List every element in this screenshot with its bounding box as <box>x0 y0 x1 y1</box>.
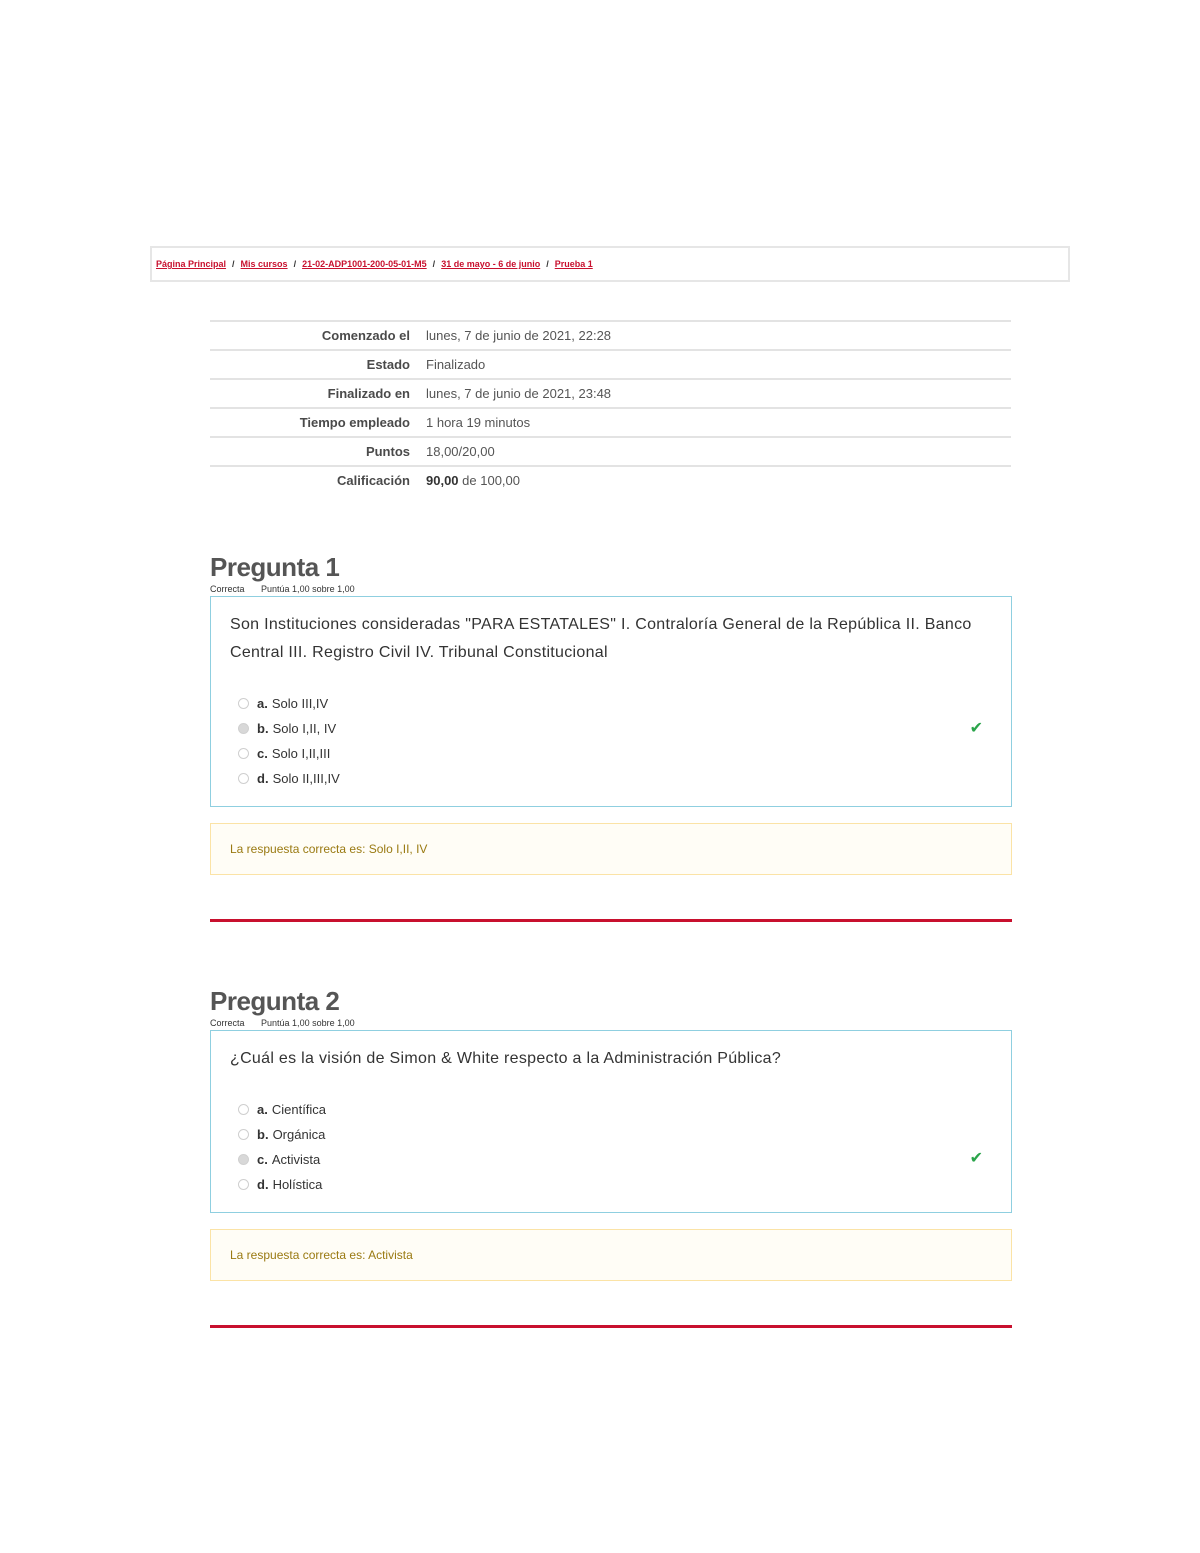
answer-letter: b. <box>257 1127 269 1142</box>
breadcrumb-my-courses[interactable]: Mis cursos <box>240 259 288 269</box>
attempt-summary-table <box>210 320 1011 494</box>
answer-letter: b. <box>257 721 269 736</box>
summary-value <box>424 466 1011 494</box>
breadcrumb-separator: / <box>432 259 436 269</box>
answer-text: Solo I,II, IV <box>272 721 337 736</box>
summary-row-finished <box>210 379 1011 408</box>
breadcrumb-separator: / <box>293 259 297 269</box>
summary-label: Estado <box>366 357 410 372</box>
summary-value: 18,00/20,00 <box>426 444 495 459</box>
answer-option-d[interactable] <box>238 766 992 791</box>
answer-letter: c. <box>257 746 268 761</box>
summary-label: Puntos <box>365 444 410 459</box>
radio-button[interactable] <box>238 1104 249 1115</box>
answer-text: Solo I,II,III <box>271 746 331 761</box>
question-status: Correcta <box>210 1018 245 1028</box>
question-content-box <box>210 1030 1012 1213</box>
radio-button-selected[interactable] <box>238 1154 249 1165</box>
breadcrumb-home[interactable]: Página Principal <box>156 259 227 269</box>
answer-text: Científica <box>271 1102 327 1117</box>
summary-value: lunes, 7 de junio de 2021, 23:48 <box>426 386 612 401</box>
answer-letter: d. <box>257 771 269 786</box>
check-icon: ✔ <box>969 1150 983 1167</box>
answer-list <box>238 691 992 791</box>
answer-text: Solo II,III,IV <box>272 771 340 786</box>
grade-max: de 100,00 <box>462 473 521 488</box>
question-status: Correcta <box>210 584 245 594</box>
summary-value: 1 hora 19 minutos <box>426 415 531 430</box>
answer-text: Activista <box>271 1152 321 1167</box>
question-divider <box>210 1325 1012 1328</box>
answer-letter: a. <box>257 1102 268 1117</box>
breadcrumb <box>150 246 1070 282</box>
answer-option-a[interactable] <box>238 691 992 716</box>
correct-answer-feedback: La respuesta correcta es: Activista <box>210 1229 1012 1281</box>
question-title: Pregunta 2 <box>210 986 340 1016</box>
summary-row-time-taken <box>210 408 1011 437</box>
breadcrumb-quiz[interactable]: Prueba 1 <box>554 259 593 269</box>
breadcrumb-separator: / <box>546 259 549 269</box>
summary-row-marks <box>210 437 1011 466</box>
question-meta <box>210 1018 1012 1030</box>
answer-text: Orgánica <box>272 1127 326 1142</box>
question-text: ¿Cuál es la visión de Simon & White respecto a la Administración Pública? <box>230 1050 782 1067</box>
summary-label: Tiempo empleado <box>299 415 410 430</box>
summary-value: Finalizado <box>426 357 486 372</box>
question-score: Puntúa 1,00 sobre 1,00 <box>261 584 355 594</box>
answer-list <box>238 1097 992 1197</box>
question-2 <box>210 986 1012 1281</box>
radio-button[interactable] <box>238 773 249 784</box>
radio-button[interactable] <box>238 1179 249 1190</box>
question-score: Puntúa 1,00 sobre 1,00 <box>261 1018 355 1028</box>
answer-option-b[interactable] <box>238 1122 992 1147</box>
answer-letter: a. <box>257 696 268 711</box>
answer-text: Holística <box>272 1177 323 1192</box>
check-icon: ✔ <box>969 720 983 737</box>
question-text: Son Instituciones consideradas "PARA ESTATALES" I. Contraloría General de la República II. Banco Central III. Registro Civil IV. Tribunal Constitucional <box>230 616 972 661</box>
answer-option-a[interactable] <box>238 1097 992 1122</box>
radio-button-selected[interactable] <box>238 723 249 734</box>
summary-row-state <box>210 350 1011 379</box>
answer-option-c[interactable] <box>238 1147 992 1172</box>
summary-label: Comenzado el <box>321 328 410 343</box>
question-divider <box>210 919 1012 922</box>
radio-button[interactable] <box>238 698 249 709</box>
grade-value: 90,00 <box>426 473 459 488</box>
radio-button[interactable] <box>238 1129 249 1140</box>
breadcrumb-separator: / <box>232 259 235 269</box>
correct-answer-feedback: La respuesta correcta es: Solo I,II, IV <box>210 823 1012 875</box>
summary-row-started <box>210 321 1011 350</box>
breadcrumb-course[interactable]: 21-02-ADP1001-200-05-01-M5 <box>302 259 427 269</box>
answer-letter: c. <box>257 1152 268 1167</box>
radio-button[interactable] <box>238 748 249 759</box>
answer-text: Solo III,IV <box>271 696 329 711</box>
question-meta <box>210 584 1012 596</box>
answer-letter: d. <box>257 1177 269 1192</box>
summary-label: Finalizado en <box>327 386 410 401</box>
question-title: Pregunta 1 <box>210 552 340 582</box>
breadcrumb-week[interactable]: 31 de mayo - 6 de junio <box>441 259 541 269</box>
question-content-box <box>210 596 1012 807</box>
summary-label: Calificación <box>337 473 410 488</box>
question-1 <box>210 552 1012 875</box>
answer-option-c[interactable] <box>238 741 992 766</box>
summary-value: lunes, 7 de junio de 2021, 22:28 <box>426 328 612 343</box>
answer-option-b[interactable] <box>238 716 992 741</box>
answer-option-d[interactable] <box>238 1172 992 1197</box>
summary-row-grade <box>210 466 1011 494</box>
